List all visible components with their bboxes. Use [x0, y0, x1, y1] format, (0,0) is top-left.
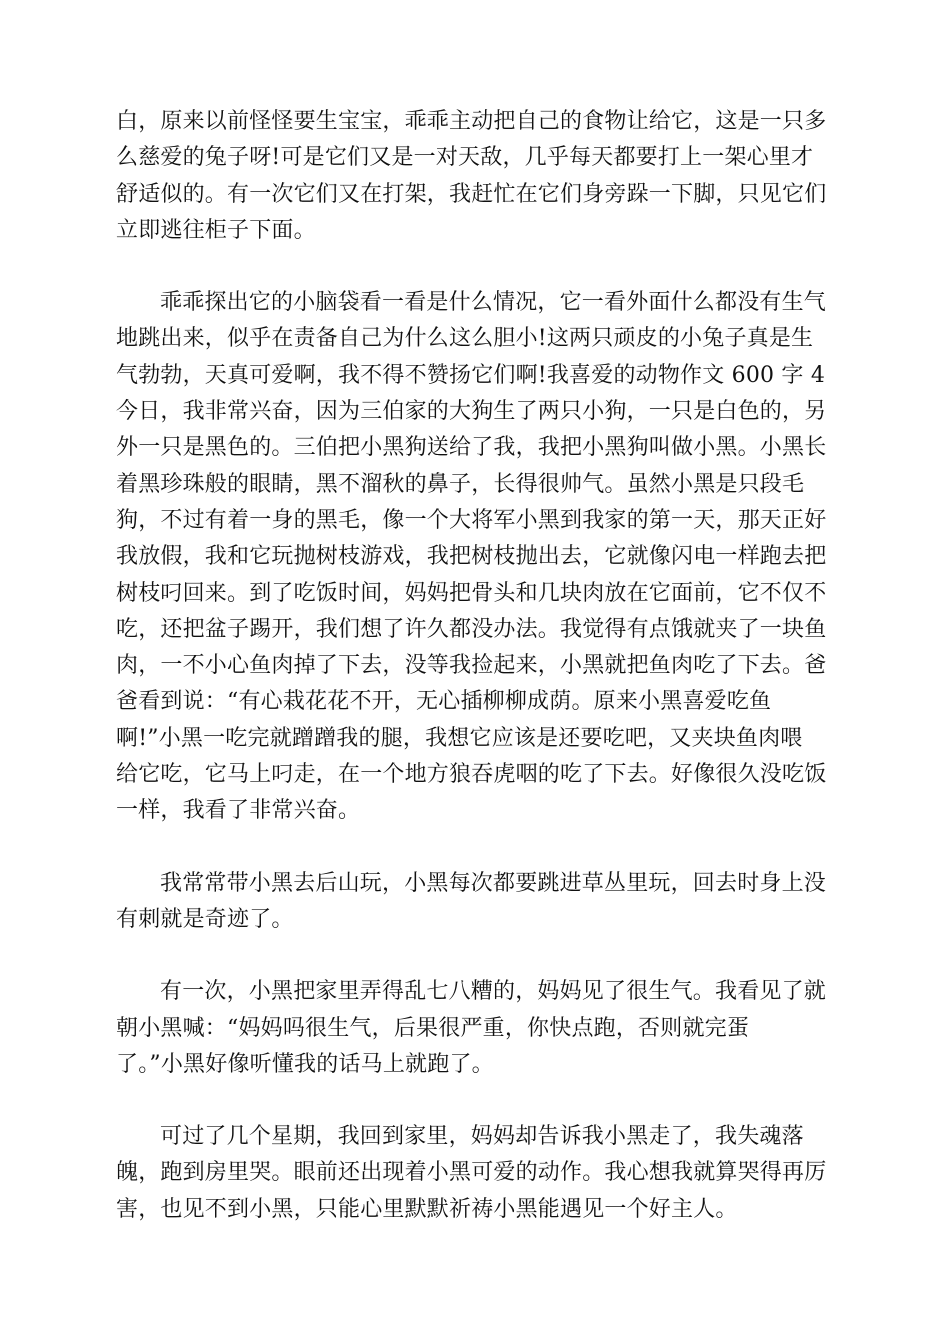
text-line: 魄，跑到房里哭。眼前还出现着小黑可爱的动作。我心想我就算哭得再厉	[116, 1160, 827, 1186]
text-line: 着黑珍珠般的眼睛，黑不溜秋的鼻子，长得很帅气。虽然小黑是只段毛	[116, 471, 805, 497]
text-line: 气勃勃，天真可爱啊，我不得不赞扬它们啊!我喜爱的动物作文 600 字 4	[116, 362, 826, 388]
text-line: 乖乖探出它的小脑袋看一看是什么情况，它一看外面什么都没有生气	[160, 290, 827, 316]
paragraph-5	[116, 1119, 834, 1228]
text-line: 立即逃往柜子下面。	[116, 217, 316, 243]
paragraph-gap	[116, 938, 834, 974]
text-line: 我常常带小黑去后山玩，小黑每次都要跳进草丛里玩，回去时身上没	[160, 870, 827, 896]
text-line: 白，原来以前怪怪要生宝宝，乖乖主动把自己的食物让给它，这是一只多	[116, 109, 827, 134]
text-line: 爸看到说：“有心栽花花不开，无心插柳柳成荫。原来小黑喜爱吃鱼	[116, 689, 772, 715]
paragraph-2	[116, 285, 834, 829]
paragraph-4	[116, 974, 834, 1083]
document-body	[116, 104, 834, 1228]
text-line: 我放假，我和它玩抛树枝游戏，我把树枝抛出去，它就像闪电一样跑去把	[116, 544, 827, 570]
paragraph-gap	[116, 1083, 834, 1119]
text-line: 吃，还把盆子踢开，我们想了许久都没办法。我觉得有点饿就夹了一块鱼	[116, 616, 827, 642]
text-line: 害，也见不到小黑，只能心里默默祈祷小黑能遇见一个好主人。	[116, 1196, 738, 1222]
text-line: 啊!”小黑一吃完就蹭蹭我的腿，我想它应该是还要吃吧，又夹块鱼肉喂	[116, 725, 803, 751]
text-line: 肉，一不小心鱼肉掉了下去，没等我捡起来，小黑就把鱼肉吃了下去。爸	[116, 653, 827, 679]
text-line: 舒适似的。有一次它们又在打架，我赶忙在它们身旁跺一下脚，只见它们	[116, 181, 827, 207]
paragraph-gap	[116, 249, 834, 285]
text-line: 么慈爱的兔子呀!可是它们又是一对天敌，几乎每天都要打上一架心里才	[116, 145, 814, 171]
paragraph-3	[116, 866, 834, 939]
text-line: 狗，不过有着一身的黑毛，像一个大将军小黑到我家的第一天，那天正好	[116, 507, 827, 533]
text-line: 外一只是黑色的。三伯把小黑狗送给了我，我把小黑狗叫做小黑。小黑长	[116, 435, 827, 461]
text-line: 一样，我看了非常兴奋。	[116, 798, 361, 824]
text-line: 有刺就是奇迹了。	[116, 906, 294, 932]
text-line: 朝小黑喊：“妈妈吗很生气，后果很严重，你快点跑，否则就完蛋	[116, 1015, 750, 1041]
text-line: 今日，我非常兴奋，因为三伯家的大狗生了两只小狗，一只是白色的，另	[116, 399, 827, 425]
text-line: 了。”小黑好像听懂我的话马上就跑了。	[116, 1051, 494, 1077]
paragraph-gap	[116, 830, 834, 866]
text-line: 给它吃，它马上叼走，在一个地方狼吞虎咽的吃了下去。好像很久没吃饭	[116, 762, 827, 788]
paragraph-1	[116, 104, 834, 249]
text-line: 地跳出来，似乎在责备自己为什么这么胆小!这两只顽皮的小兔子真是生	[116, 326, 814, 352]
text-line: 树枝叼回来。到了吃饭时间，妈妈把骨头和几块肉放在它面前，它不仅不	[116, 580, 827, 606]
text-line: 有一次，小黑把家里弄得乱七八糟的，妈妈见了很生气。我看见了就	[160, 979, 827, 1005]
text-line: 可过了几个星期，我回到家里，妈妈却告诉我小黑走了，我失魂落	[160, 1124, 804, 1150]
